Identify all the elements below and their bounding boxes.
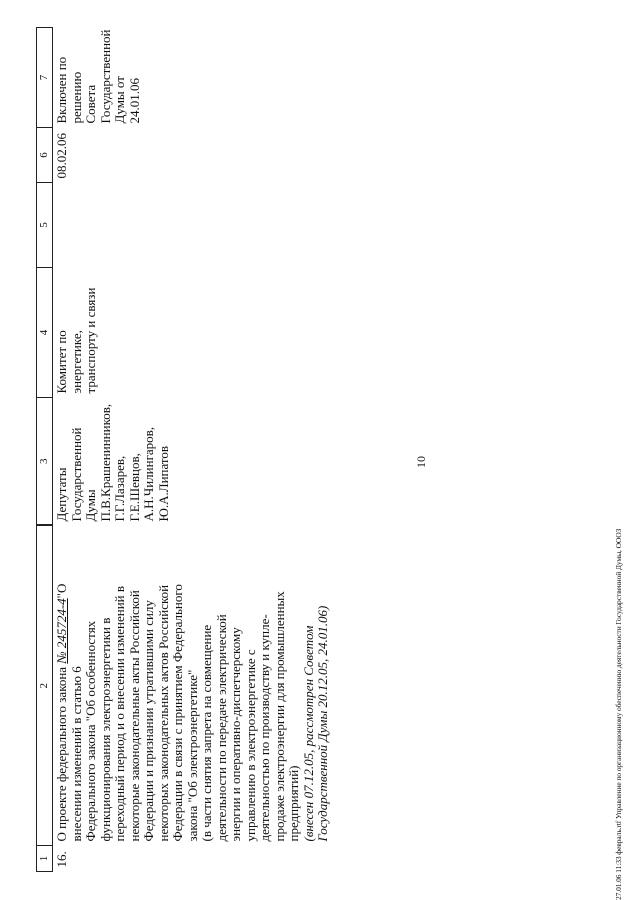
column-header-4: 4 (37, 268, 53, 398)
bill-number: № 245724-4 (54, 598, 69, 664)
page-number: 10 (414, 456, 428, 468)
column-header-5: 5 (37, 183, 53, 268)
table-row (53, 28, 333, 872)
column-header-7: 7 (37, 28, 53, 128)
bill-submission-note: (внесен 07.12.05, рассмотрен Советом Государственной Думы 20.12.05, 24.01.06) (300, 605, 330, 842)
bill-title-cell (53, 526, 333, 846)
authors-cell: Депутаты Государственной Думы П.В.Крашенинников, Г.Г.Лазарев, Г.Е.Шевцов, А.Н.Чилингаров, Ю.А.Липатов (54, 403, 171, 522)
footer-print-line: 27.01.06 11:33 февраль.rtf Управление по организационному обеспечению деятельности Государственной Думы, ООО3 (614, 528, 623, 900)
column-header-3: 3 (37, 398, 53, 526)
column-number-header (37, 28, 53, 872)
column-header-1: 1 (37, 846, 53, 872)
committee-cell: Комитет по энергетике, транспорту и связи (54, 287, 98, 394)
column-5-cell (53, 183, 333, 268)
row-number: 16. (54, 851, 69, 868)
bill-title-prefix: О проекте федерального закона (54, 663, 69, 842)
column-header-6: 6 (37, 128, 53, 183)
bill-register-table (36, 27, 333, 872)
column-header-2: 2 (37, 526, 53, 846)
date-cell: 08.02.06 (54, 133, 69, 179)
bill-title-body: "О внесении изменений в статью 6 Федерального закона "Об особенностях функционирования электроэнергетики в переходный период и о внесении изменений в некоторые законодательные акты Российской Федерации и признании утратившими силу некоторых законодательных актов Российской Федерации в связи с принятием Федерального закона "Об электроэнергетике" (в части снятия запрета на совмещение деятельности по передаче электрической энергии и оперативно-диспетчерскому управлению в электроэнергетике с деятельностью по производству и купле- продаже электроэнергии для промышленных предприятий) (54, 583, 301, 842)
decision-cell: Включен по решению Совета Государственной Думы от 24.01.06 (54, 29, 142, 124)
